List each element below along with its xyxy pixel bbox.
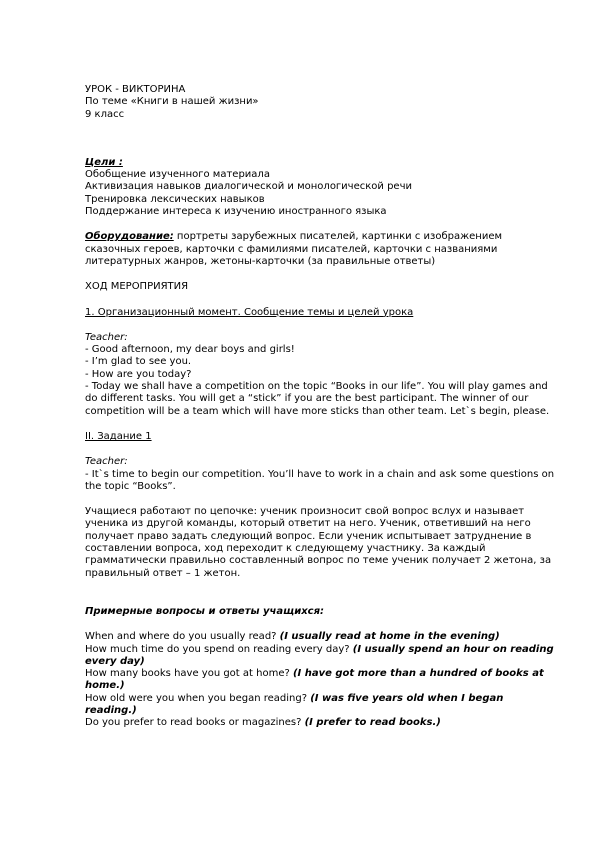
equipment-paragraph [85, 231, 555, 268]
goal-item: Обобщение изученного материала [85, 169, 270, 181]
section1-line: - Good afternoon, my dear boys and girls! [85, 344, 295, 356]
lesson-topic: По теме «Книги в нашей жизни» [85, 96, 259, 108]
equipment-text: портреты зарубежных писателей, картинки с изображением сказочных героев, карточки с фамилиями писателей, карточки с названиями литературных жанров, жетоны-карточки (за правильные ответы) [85, 231, 503, 267]
qa-item [85, 668, 555, 693]
goal-item: Поддержание интереса к изучению иностранного языка [85, 206, 387, 218]
qa-item [85, 717, 555, 729]
document-page [85, 84, 555, 730]
answer-text: (I usually read at home in the evening) [279, 631, 500, 643]
equipment-heading: Оборудование: [85, 231, 174, 243]
question-text: Do you prefer to read books or magazines? [85, 717, 305, 729]
answer-text: (I prefer to read books.) [304, 717, 441, 729]
question-text: How many books have you got at home? [85, 668, 293, 680]
goal-item: Активизация навыков диалогической и монологической речи [85, 181, 412, 193]
course-heading: ХОД МЕРОПРИЯТИЯ [85, 281, 189, 293]
qa-item [85, 631, 555, 643]
section2-description: Учащиеся работают по цепочке: ученик произносит свой вопрос вслух и называет ученика из другой команды, который ответит на него. Ученик, ответивший на него получает право задать следующий вопрос. Если ученик испытывает затруднение в составлении вопроса, ход переходит к следующему участнику. За каждый грамматически правильно составленный вопрос по теме ученик получает 2 жетона, за правильный ответ – 1 жетон. [85, 506, 552, 579]
qa-heading: Примерные вопросы и ответы учащихся: [85, 605, 325, 617]
section2-speaker: Teacher: [85, 456, 128, 468]
qa-item [85, 644, 555, 669]
lesson-title: УРОК - ВИКТОРИНА [85, 84, 186, 95]
question-text: How old were you when you began reading? [85, 692, 311, 704]
qa-item [85, 693, 555, 718]
goals-heading: Цели : [85, 156, 123, 168]
question-text: How much time do you spend on reading every day? [85, 643, 353, 655]
section1-line: - I’m glad to see you. [85, 356, 192, 368]
section1-heading: 1. Организационный момент. Сообщение темы и целей урока [85, 306, 414, 318]
lesson-grade: 9 класс [85, 108, 125, 120]
section1-speaker: Teacher: [85, 331, 128, 343]
question-text: When and where do you usually read? [85, 631, 280, 643]
section2-heading: II. Задание 1 [85, 430, 152, 442]
section1-line: - Today we shall have a competition on the topic “Books in our life”. You will play games and do different tasks. You will get a “stick” if you are the best participant. The winner of our competition will be a team which will have more sticks than other team. Let`s begin, please. [85, 381, 550, 417]
answer-text: (I usually spend an hour on reading every day) [85, 643, 554, 667]
goal-item: Тренировка лексических навыков [85, 193, 265, 205]
section1-line: - How are you today? [85, 368, 192, 380]
answer-text: (I have got more than a hundred of books at home.) [85, 668, 544, 692]
answer-text: (I was five years old when I began reading.) [85, 692, 504, 716]
section2-line: - It`s time to begin our competition. You’ll have to work in a chain and ask some questions on the topic “Books”. [85, 468, 555, 492]
